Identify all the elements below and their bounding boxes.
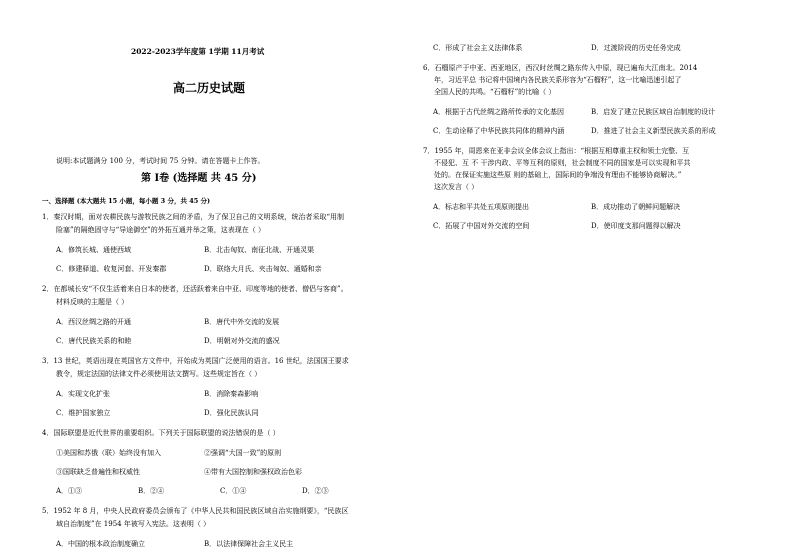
question-stem-continued: 年，习近平总 书记将中国境内各民族关系形容为“石榴籽”，这一比喻迅速引起了 [434, 76, 682, 84]
question-stem-continued: 险塞”的隔绝固守与“导途御空”的外拓互通并举之策，这表现在（ ） [56, 226, 265, 234]
question-stem: 2．在都城长安“不仅生活着来自日本的使者，还活跃着来自中亚、印度等地的使者、僧侣与客商”。 [42, 285, 348, 293]
question-stem-continued: 材料反映的主题是（ ） [56, 298, 129, 306]
question-stem: 7．1955 年，周恩来在亚非会议全体会议上指出：“根据互相尊重主权和领土完整、互 [423, 147, 690, 155]
question-stem: 1．秦汉时期，面对农耕民族与游牧民族之间的矛盾，为了保卫自己的文明系统，统治者采取“用制 [42, 213, 345, 221]
answer-option[interactable]: C．拓展了中国对外交流的空间 [433, 222, 530, 230]
answer-option[interactable]: C．维护国家独立 [56, 409, 111, 417]
answer-option[interactable]: A．标志和平共处五项原则提出 [433, 203, 530, 211]
answer-option[interactable]: D．明朝对外交流的盛况 [204, 337, 280, 345]
question-stem: 5．1952 年 8 月，中央人民政府委员会颁布了《中华人民共和国民族区域自治实施纲要》，“民族区 [42, 507, 349, 515]
question-stem-continued: 教令，规定法国的法律文件必须使用法文撰写。这些规定旨在（ ） [56, 370, 262, 378]
answer-option[interactable]: C．修建驿道、收复河套、开发秦郡 [56, 265, 167, 273]
exam-title: 2022-2023学年度第 1学期 11月考试 [131, 47, 265, 56]
answer-option[interactable]: A．中国的根本政治制度确立 [56, 540, 146, 548]
question-stem-continued: 这次发言（ ） [434, 183, 479, 191]
answer-option[interactable]: C．①④ [220, 487, 247, 495]
answer-option[interactable]: C．形成了社会主义法律体系 [433, 44, 523, 52]
answer-option[interactable]: ①美国和苏俄（联）始终没有加入 [56, 449, 161, 457]
answer-option[interactable]: D．强化民族认同 [204, 409, 259, 417]
answer-option[interactable]: D．②③ [302, 487, 329, 495]
part-title: 一、选择题 (本大题共 15 小题，每小题 3 分，共 45 分) [42, 197, 211, 205]
answer-option[interactable]: B．北击匈奴、南征北战、开通灵渠 [204, 246, 315, 254]
answer-option[interactable]: C．生动诠释了中华民族共同体的精神内涵 [433, 127, 565, 135]
answer-option[interactable]: B．以法律保障社会主义民主 [204, 540, 294, 548]
answer-option[interactable]: ④带有大国控制和强权政治色彩 [204, 468, 302, 476]
answer-option[interactable]: A．根据于古代丝绸之路所传承的文化基因 [433, 108, 565, 116]
subject-title: 高二历史试题 [173, 81, 246, 95]
question-stem-continued: 处的。在保证实施这些原 则的基础上，国际间的争端没有理由不能够协商解决。” [434, 171, 682, 179]
answer-option[interactable]: A．修筑长城、通使西域 [56, 246, 132, 254]
answer-option[interactable]: C．唐代民族关系的和睦 [56, 337, 132, 345]
answer-option[interactable]: D．推进了社会主义新型民族关系的形成 [591, 127, 716, 135]
answer-option[interactable]: B．消除秦森影响 [204, 390, 259, 398]
answer-option[interactable]: B．②④ [138, 487, 165, 495]
answer-option[interactable]: ②强调“大国一致”的原则 [204, 449, 282, 457]
question-stem-continued: 不侵犯、互 不 干涉内政、平等互利的原则，社会制度不同的国家是可以实现和平共 [434, 159, 691, 167]
answer-option[interactable]: D．使印度支那问题得以解决 [591, 222, 681, 230]
answer-option[interactable]: B．成功推动了朝鲜问题解决 [591, 203, 681, 211]
question-stem-continued: 域自治制度”在 1954 年被写入宪法。这表明（ ） [56, 520, 211, 528]
answer-option[interactable]: D．联络大月氏、夹击匈奴、通婚和亲 [204, 265, 322, 273]
answer-option[interactable]: A．①③ [56, 487, 83, 495]
answer-option[interactable]: D．过渡阶段的历史任务完成 [591, 44, 681, 52]
question-stem: 6．石榴原产于中亚、西亚地区，西汉时丝绸之路东传入中原，现已遍布大江南北。2014 [423, 64, 698, 72]
section-title: 第 Ⅰ卷 (选择题 共 45 分) [141, 173, 257, 184]
answer-option[interactable]: A．实现文化扩张 [56, 390, 111, 398]
answer-option[interactable]: A．西汉丝绸之路的开通 [56, 318, 132, 326]
question-stem-continued: 全国人民的共鸣。“石榴籽”的比喻（ ） [434, 88, 556, 96]
question-stem: 3．13 世纪，英语出现在英国官方文件中，开始成为英国广泛使用的语言。16 世纪，法国国王要求 [42, 357, 349, 365]
answer-option[interactable]: B．唐代中外交流的发展 [204, 318, 280, 326]
answer-option[interactable]: B．启发了建立民族区域自治制度的设计 [591, 108, 716, 116]
instructions-text: 说明:本试题满分 100 分，考试时间 75 分钟。请在答题卡上作答。 [56, 157, 265, 165]
question-stem: 4．国际联盟是近代世界的重要组织。下列关于国际联盟的说法错误的是（ ） [42, 429, 280, 437]
answer-option[interactable]: ③国联缺乏普遍性和权威性 [56, 468, 140, 476]
